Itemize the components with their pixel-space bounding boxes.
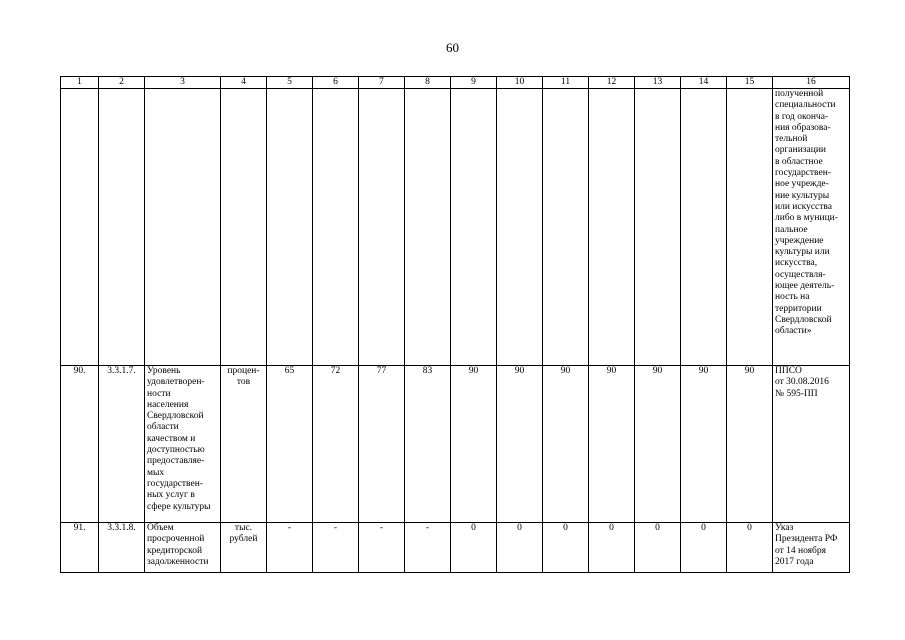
value-cell: 90	[451, 366, 497, 523]
value-cell: 90	[589, 366, 635, 523]
unit-cell	[221, 89, 267, 366]
value-cell	[727, 89, 773, 366]
column-number: 8	[405, 77, 451, 89]
value-cell	[681, 89, 727, 366]
value-cell: 0	[543, 523, 589, 573]
column-number: 7	[359, 77, 405, 89]
row-number-cell: 90.	[61, 366, 99, 523]
row-number-cell	[61, 89, 99, 366]
value-cell	[313, 89, 359, 366]
column-number: 6	[313, 77, 359, 89]
column-number: 11	[543, 77, 589, 89]
value-cell	[405, 89, 451, 366]
source-cell: Указ Президента РФ от 14 ноября 2017 года	[773, 523, 850, 573]
column-number: 1	[61, 77, 99, 89]
indicator-name-cell: Объем просроченной кредиторской задолженности	[145, 523, 221, 573]
value-cell	[359, 89, 405, 366]
column-number-row	[61, 77, 850, 89]
value-cell	[451, 89, 497, 366]
value-cell: 90	[543, 366, 589, 523]
page-number: 60	[446, 40, 459, 55]
source-cell: полученной специальности в год оконча- ния образова- тельной организации в областное государствен- ное учрежде- ние культуры или искусства либо в муници- пальное учреждение культуры или искусства, осуществля- ющее деятель- ность на территории Свердловской области»	[773, 89, 850, 366]
code-cell	[99, 89, 145, 366]
column-number: 13	[635, 77, 681, 89]
value-cell	[497, 89, 543, 366]
value-cell: 90	[635, 366, 681, 523]
indicator-name-cell	[145, 89, 221, 366]
value-cell: 0	[589, 523, 635, 573]
value-cell: 0	[727, 523, 773, 573]
indicator-name-cell: Уровень удовлетворен- ности населения Свердловской области качеством и доступностью предоставляе- мых государствен- ных услуг в сфере культуры	[145, 366, 221, 523]
value-cell	[267, 89, 313, 366]
value-cell	[589, 89, 635, 366]
value-cell: -	[313, 523, 359, 573]
column-number: 15	[727, 77, 773, 89]
column-number: 4	[221, 77, 267, 89]
value-cell: 0	[451, 523, 497, 573]
source-cell: ППСО от 30.08.2016 № 595-ПП	[773, 366, 850, 523]
value-cell: 90	[497, 366, 543, 523]
column-number: 3	[145, 77, 221, 89]
column-number: 2	[99, 77, 145, 89]
value-cell: 90	[727, 366, 773, 523]
value-cell: -	[359, 523, 405, 573]
indicators-table	[60, 76, 850, 573]
value-cell: 0	[681, 523, 727, 573]
row-number-cell: 91.	[61, 523, 99, 573]
value-cell: 65	[267, 366, 313, 523]
value-cell: -	[405, 523, 451, 573]
column-number: 14	[681, 77, 727, 89]
value-cell: 72	[313, 366, 359, 523]
column-number: 9	[451, 77, 497, 89]
column-number: 16	[773, 77, 850, 89]
code-cell: 3.3.1.8.	[99, 523, 145, 573]
unit-cell: тыс. рублей	[221, 523, 267, 573]
value-cell: 0	[635, 523, 681, 573]
value-cell	[635, 89, 681, 366]
value-cell: 0	[497, 523, 543, 573]
value-cell	[543, 89, 589, 366]
value-cell: -	[267, 523, 313, 573]
table-row	[61, 366, 850, 523]
value-cell: 90	[681, 366, 727, 523]
column-number: 10	[497, 77, 543, 89]
table-row	[61, 523, 850, 573]
table-row	[61, 89, 850, 366]
column-number: 5	[267, 77, 313, 89]
code-cell: 3.3.1.7.	[99, 366, 145, 523]
value-cell: 83	[405, 366, 451, 523]
value-cell: 77	[359, 366, 405, 523]
unit-cell: процен- тов	[221, 366, 267, 523]
column-number: 12	[589, 77, 635, 89]
